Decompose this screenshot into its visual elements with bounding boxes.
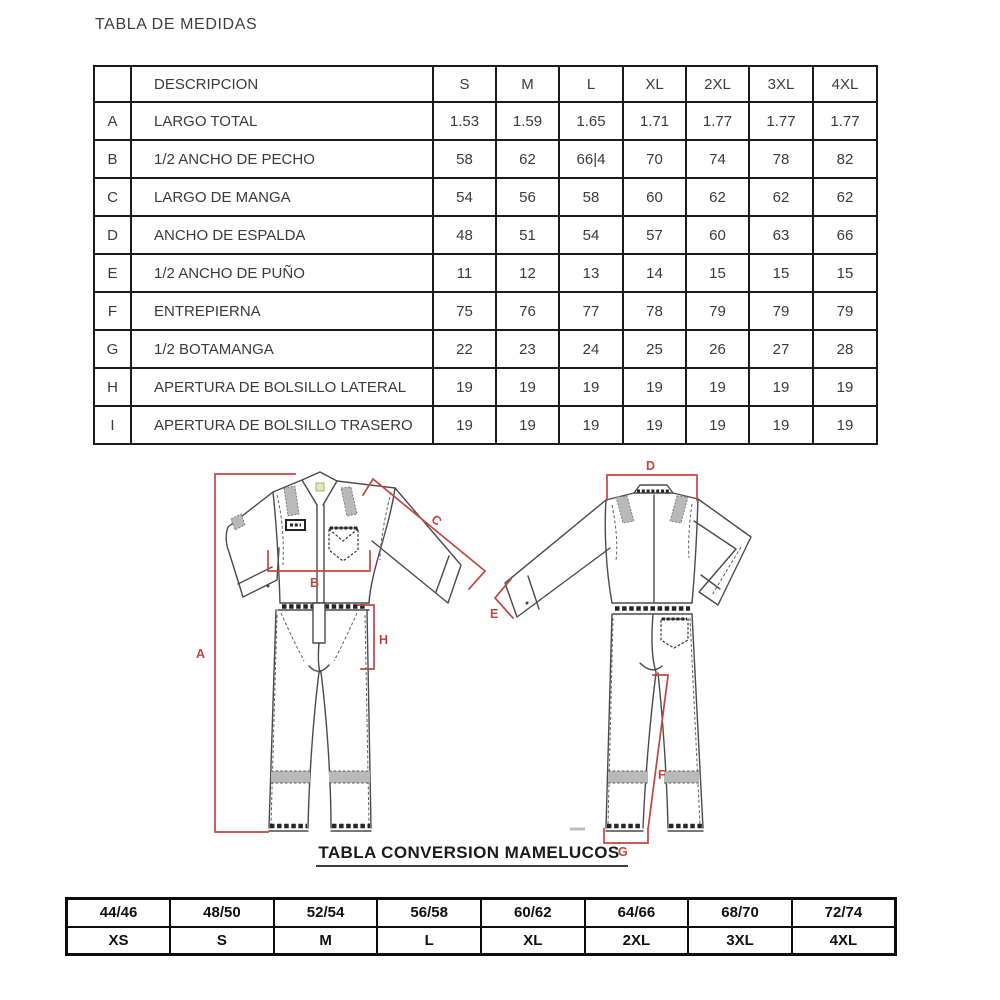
conversion-numeric-size: 52/54 xyxy=(274,899,378,927)
conversion-letter-row xyxy=(67,927,896,955)
measure-value: 19 xyxy=(623,406,686,444)
measure-value: 22 xyxy=(433,330,496,368)
dimension-label-a: A xyxy=(196,647,206,661)
size-header: 2XL xyxy=(686,66,749,102)
conversion-letter-size: 4XL xyxy=(792,927,896,955)
measure-value: 79 xyxy=(686,292,749,330)
measure-value: 24 xyxy=(559,330,623,368)
measure-value: 57 xyxy=(623,216,686,254)
description-header: DESCRIPCION xyxy=(131,66,433,102)
measure-value: 19 xyxy=(559,406,623,444)
measure-value: 62 xyxy=(749,178,813,216)
measure-value: 19 xyxy=(813,368,877,406)
measure-value: 15 xyxy=(813,254,877,292)
measure-value: 1.71 xyxy=(623,102,686,140)
size-header: S xyxy=(433,66,496,102)
size-header: 3XL xyxy=(749,66,813,102)
measure-value: 19 xyxy=(623,368,686,406)
coverall-front-drawing xyxy=(226,472,461,831)
conversion-numeric-size: 44/46 xyxy=(67,899,171,927)
measure-value: 23 xyxy=(496,330,559,368)
measure-value: 78 xyxy=(749,140,813,178)
measure-value: 74 xyxy=(686,140,749,178)
conversion-letter-size: L xyxy=(377,927,481,955)
size-header: M xyxy=(496,66,559,102)
measure-value: 28 xyxy=(813,330,877,368)
row-letter: C xyxy=(94,178,131,216)
reflective-band xyxy=(329,771,370,783)
measure-value: 56 xyxy=(496,178,559,216)
page-title: TABLA DE MEDIDAS xyxy=(95,16,258,33)
measure-value: 60 xyxy=(686,216,749,254)
measure-value: 66 xyxy=(813,216,877,254)
collar-tag xyxy=(316,483,324,491)
reflective-stripe xyxy=(616,496,634,523)
row-description: 1/2 ANCHO DE PECHO xyxy=(131,140,433,178)
row-description: APERTURA DE BOLSILLO LATERAL xyxy=(131,368,433,406)
reflective-stripe xyxy=(670,496,688,523)
row-description: 1/2 ANCHO DE PUÑO xyxy=(131,254,433,292)
measure-value: 27 xyxy=(749,330,813,368)
dimension-label-h: H xyxy=(379,633,389,647)
measure-value: 15 xyxy=(686,254,749,292)
row-description: ANCHO DE ESPALDA xyxy=(131,216,433,254)
conversion-table xyxy=(65,897,897,956)
measure-value: 54 xyxy=(559,216,623,254)
conversion-numeric-size: 64/66 xyxy=(585,899,689,927)
measure-value: 66|4 xyxy=(559,140,623,178)
dimension-label-f: F xyxy=(658,768,666,782)
dimension-annotations xyxy=(196,459,697,859)
row-description: LARGO DE MANGA xyxy=(131,178,433,216)
measure-value: 75 xyxy=(433,292,496,330)
size-header: L xyxy=(559,66,623,102)
conversion-numeric-size: 68/70 xyxy=(688,899,792,927)
measure-value: 48 xyxy=(433,216,496,254)
conversion-numeric-size: 56/58 xyxy=(377,899,481,927)
dimension-label-g: G xyxy=(618,845,628,859)
conversion-numeric-size: 48/50 xyxy=(170,899,274,927)
measure-value: 19 xyxy=(433,406,496,444)
measure-value: 13 xyxy=(559,254,623,292)
conversion-numeric-size: 72/74 xyxy=(792,899,896,927)
row-letter: D xyxy=(94,216,131,254)
measure-value: 19 xyxy=(749,406,813,444)
measure-value: 12 xyxy=(496,254,559,292)
measure-value: 1.65 xyxy=(559,102,623,140)
measure-value: 79 xyxy=(749,292,813,330)
measure-value: 60 xyxy=(623,178,686,216)
reflective-band xyxy=(271,771,310,783)
measure-value: 62 xyxy=(686,178,749,216)
measure-value: 78 xyxy=(623,292,686,330)
measure-value: 19 xyxy=(686,406,749,444)
measure-value: 15 xyxy=(749,254,813,292)
row-description: APERTURA DE BOLSILLO TRASERO xyxy=(131,406,433,444)
dimension-label-d: D xyxy=(646,459,656,473)
dimension-label-e: E xyxy=(490,607,499,621)
measure-value: 1.59 xyxy=(496,102,559,140)
measure-value: 19 xyxy=(496,406,559,444)
reflective-stripe xyxy=(284,486,299,516)
row-letter: I xyxy=(94,406,131,444)
measure-value: 63 xyxy=(749,216,813,254)
measure-value: 58 xyxy=(559,178,623,216)
measure-value: 19 xyxy=(559,368,623,406)
measure-value: 1.53 xyxy=(433,102,496,140)
row-description: ENTREPIERNA xyxy=(131,292,433,330)
measure-value: 62 xyxy=(813,178,877,216)
measure-value: 19 xyxy=(686,368,749,406)
row-letter: B xyxy=(94,140,131,178)
measure-value: 1.77 xyxy=(686,102,749,140)
size-header: 4XL xyxy=(813,66,877,102)
conversion-letter-size: M xyxy=(274,927,378,955)
conversion-letter-size: S xyxy=(170,927,274,955)
measure-value: 14 xyxy=(623,254,686,292)
measure-value: 62 xyxy=(496,140,559,178)
dimension-label-b: B xyxy=(310,576,320,590)
conversion-letter-size: XS xyxy=(67,927,171,955)
measure-value: 58 xyxy=(433,140,496,178)
measure-value: 51 xyxy=(496,216,559,254)
measure-value: 19 xyxy=(496,368,559,406)
row-letter: A xyxy=(94,102,131,140)
conversion-numeric-size: 60/62 xyxy=(481,899,585,927)
dimension-label-c: C xyxy=(428,512,445,529)
measure-value: 76 xyxy=(496,292,559,330)
row-letter: E xyxy=(94,254,131,292)
measure-value: 11 xyxy=(433,254,496,292)
row-letter: H xyxy=(94,368,131,406)
conversion-letter-size: XL xyxy=(481,927,585,955)
measure-value: 26 xyxy=(686,330,749,368)
measure-value: 77 xyxy=(559,292,623,330)
conversion-letter-size: 2XL xyxy=(585,927,689,955)
conversion-letter-size: 3XL xyxy=(688,927,792,955)
measure-value: 82 xyxy=(813,140,877,178)
measure-value: 25 xyxy=(623,330,686,368)
reflective-band xyxy=(608,771,648,783)
row-description: LARGO TOTAL xyxy=(131,102,433,140)
dimension-line-C xyxy=(363,479,485,589)
measure-value: 19 xyxy=(433,368,496,406)
measure-value: 19 xyxy=(813,406,877,444)
conversion-numeric-row xyxy=(67,899,896,927)
measure-value: 19 xyxy=(749,368,813,406)
size-header: XL xyxy=(623,66,686,102)
measure-value: 1.77 xyxy=(813,102,877,140)
conversion-table-title: TABLA CONVERSION MAMELUCOS xyxy=(316,843,627,867)
measure-value: 54 xyxy=(433,178,496,216)
row-letter: G xyxy=(94,330,131,368)
reflective-stripe xyxy=(341,487,357,516)
measure-value: 1.77 xyxy=(749,102,813,140)
back-pocket xyxy=(661,619,688,648)
row-letter: F xyxy=(94,292,131,330)
reflective-band xyxy=(664,771,699,783)
row-description: 1/2 BOTAMANGA xyxy=(131,330,433,368)
sleeve-patch xyxy=(231,514,245,530)
measure-value: 70 xyxy=(623,140,686,178)
coverall-back-drawing xyxy=(505,485,751,831)
measure-value: 79 xyxy=(813,292,877,330)
